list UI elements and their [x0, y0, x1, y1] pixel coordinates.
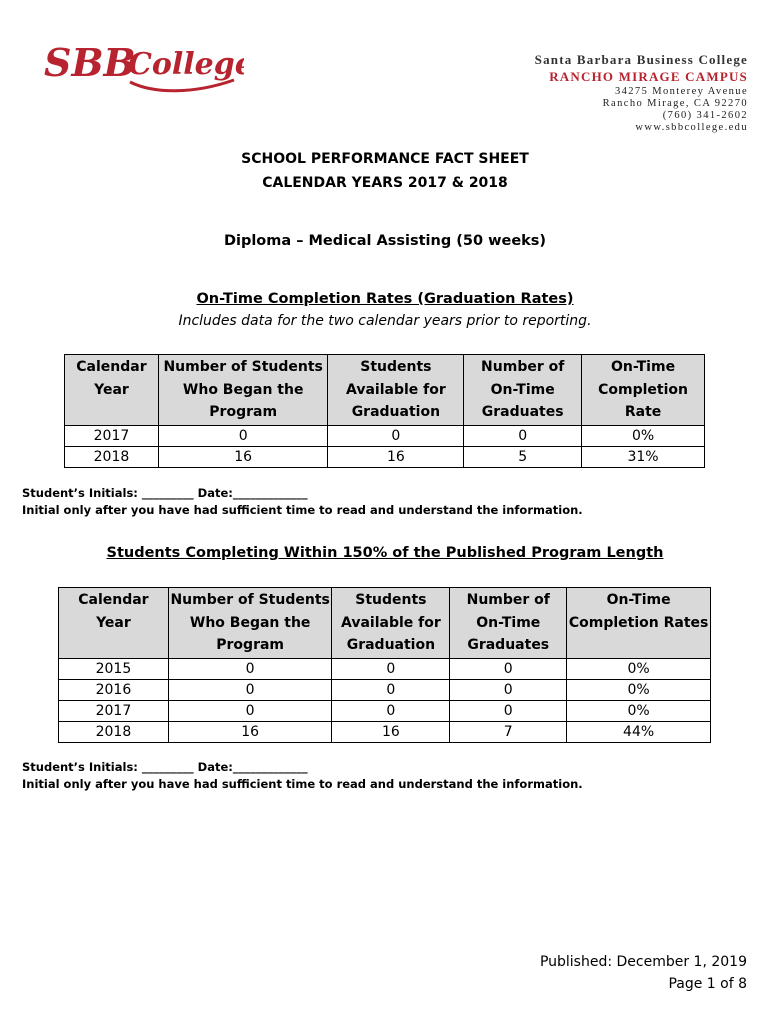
table-row	[65, 447, 705, 468]
table-cell: 16	[328, 447, 464, 468]
address-line2: Rancho Mirage, CA 92270	[602, 98, 748, 109]
publication-footer	[540, 951, 747, 995]
section1-title: On-Time Completion Rates (Graduation Rates)	[196, 291, 574, 307]
initials-date-line: Student’s Initials: _________ Date:_____________	[22, 486, 308, 500]
header-completion-rates: On-Time Completion Rates	[567, 588, 711, 659]
initials-instruction: Initial only after you have had sufficient time to read and understand the information.	[22, 503, 583, 517]
table-cell: 31%	[582, 447, 705, 468]
published-date: Published: December 1, 2019	[539, 954, 747, 970]
table-row	[65, 426, 705, 447]
table-header-row	[65, 355, 705, 426]
document-title: SCHOOL PERFORMANCE FACT SHEET	[241, 151, 529, 167]
table-cell: 16	[332, 722, 450, 743]
table-cell: 2015	[59, 659, 169, 680]
sbb-college-logo	[44, 36, 244, 98]
address-line1: 34275 Monterey Avenue	[614, 86, 748, 97]
table-row	[59, 701, 711, 722]
table-row	[59, 722, 711, 743]
table-cell: 0	[332, 701, 450, 722]
campus-info	[535, 52, 748, 133]
table-cell: 44%	[567, 722, 711, 743]
table-cell: 2018	[59, 722, 169, 743]
table-cell: 16	[168, 722, 332, 743]
section1-note: Includes data for the two calendar years prior to reporting.	[178, 313, 592, 329]
initials-block-2	[22, 760, 583, 794]
table-cell: 0%	[567, 680, 711, 701]
table-cell: 5	[464, 447, 582, 468]
campus-name: RANCHO MIRAGE CAMPUS	[549, 69, 748, 84]
header-calendar-year: Calendar Year	[59, 588, 169, 659]
initials-date-line: Student’s Initials: _________ Date:_____________	[22, 760, 308, 774]
table-cell: 0	[168, 701, 332, 722]
logo-graphic	[44, 36, 244, 98]
table-cell: 2016	[59, 680, 169, 701]
header-students-available: Students Available for Graduation	[328, 355, 464, 426]
table-cell: 2017	[65, 426, 159, 447]
college-name: Santa Barbara Business College	[534, 52, 748, 67]
table-cell: 0	[332, 680, 450, 701]
page-number: Page 1 of 8	[668, 976, 747, 992]
table-cell: 2017	[59, 701, 169, 722]
table-row	[59, 680, 711, 701]
completion-rates-table	[64, 354, 705, 468]
table-cell: 0%	[567, 701, 711, 722]
header-completion-rate: On-Time Completion Rate	[582, 355, 705, 426]
table-cell: 0	[464, 426, 582, 447]
header-calendar-year: Calendar Year	[65, 355, 159, 426]
document-subtitle: CALENDAR YEARS 2017 & 2018	[262, 175, 508, 191]
table-header-row	[59, 588, 711, 659]
table-cell: 0	[168, 680, 332, 701]
section2-title: Students Completing Within 150% of the Published Program Length	[106, 545, 664, 561]
table-row	[59, 659, 711, 680]
header-students-began: Number of Students Who Began the Program	[168, 588, 332, 659]
table-cell: 0	[450, 680, 567, 701]
header-students-began: Number of Students Who Began the Program	[158, 355, 328, 426]
program-name: Diploma – Medical Assisting (50 weeks)	[223, 233, 547, 249]
table-cell: 0%	[567, 659, 711, 680]
table-cell: 0	[450, 701, 567, 722]
table-cell: 0%	[582, 426, 705, 447]
table-cell: 0	[328, 426, 464, 447]
completion-150-table	[58, 587, 711, 743]
header-ontime-graduates: Number of On-Time Graduates	[464, 355, 582, 426]
logo-secondary-text: College	[128, 47, 244, 82]
logo-primary-text: SBB	[44, 40, 136, 85]
initials-instruction: Initial only after you have had sufficient time to read and understand the information.	[22, 777, 583, 791]
table-cell: 0	[168, 659, 332, 680]
header-ontime-graduates: Number of On-Time Graduates	[450, 588, 567, 659]
table-cell: 0	[332, 659, 450, 680]
table-cell: 7	[450, 722, 567, 743]
table-cell: 2018	[65, 447, 159, 468]
table-cell: 0	[158, 426, 328, 447]
table-cell: 16	[158, 447, 328, 468]
header-students-available: Students Available for Graduation	[332, 588, 450, 659]
phone: (760) 341-2602	[662, 110, 748, 121]
website: www.sbbcollege.edu	[635, 122, 748, 133]
table-cell: 0	[450, 659, 567, 680]
initials-block-1	[22, 486, 583, 520]
